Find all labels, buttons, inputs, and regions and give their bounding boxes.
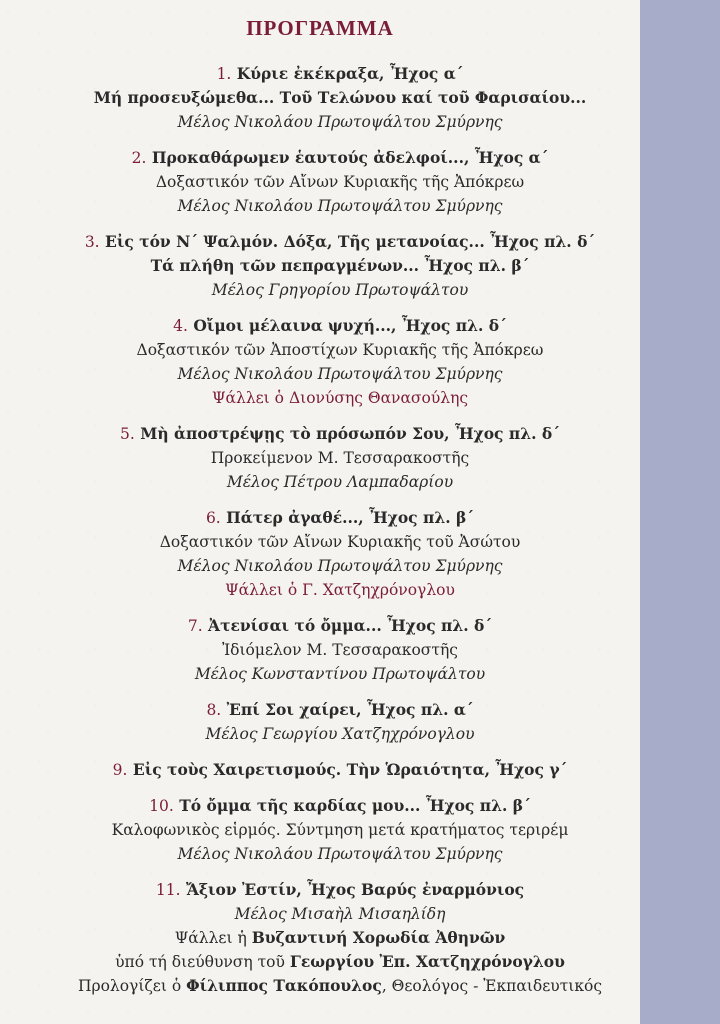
program-item-title: Ἄξιον Ἐστίν, Ἦχος Βαρύς ἐναρμόνιος <box>185 880 525 899</box>
footer-line-1-prefix: Ψάλλει ἡ <box>174 929 252 947</box>
composer-credit: Μέλος Γεωργίου Χατζηχρόνογλου <box>205 725 475 743</box>
program-item-number: 11. <box>155 881 181 899</box>
program-item-number: 7. <box>187 617 203 635</box>
program-item-title: Ἀτενίσαι τό ὄμμα... Ἦχος πλ. δ΄ <box>208 616 493 635</box>
program-item-title: Εἰς τόν Ν΄ Ψαλμόν. Δόξα, Τῆς μετανοίας... Ἦχος πλ. δ΄ <box>105 232 596 251</box>
composer-credit: Μέλος Γρηγορίου Πρωτοψάλτου <box>211 281 469 299</box>
program-item-heading <box>0 314 680 338</box>
program-item-title: Εἰς τοὺς Χαιρετισμούς. Τὴν Ὡραιότητα, Ἦχος γ΄ <box>132 760 568 779</box>
footer-line-3-prefix: Προλογίζει ὁ <box>77 977 187 995</box>
program-item-description: Δοξαστικόν τῶν Αἴνων Κυριακῆς τοῦ Ἀσώτου <box>159 533 521 551</box>
composer-credit: Μέλος Νικολάου Πρωτοψάλτου Σμύρνης <box>177 845 503 863</box>
program-item-heading <box>0 146 680 170</box>
program-item <box>0 146 680 218</box>
program-item-title: Κύριε ἐκέκραξα, Ἦχος α΄ <box>236 64 464 83</box>
program-item-number: 6. <box>205 509 221 527</box>
speaker-name: Φίλιππος Τακόπουλος <box>186 976 382 995</box>
program-item-number: 5. <box>120 425 135 443</box>
program-item-heading <box>0 794 680 818</box>
program-item-number: 10. <box>149 797 174 815</box>
program-item-number: 4. <box>173 317 188 335</box>
program-item-heading <box>0 878 680 902</box>
program-item <box>0 230 680 302</box>
composer-credit: Μέλος Νικολάου Πρωτοψάλτου Σμύρνης <box>177 113 503 131</box>
soloist-credit: Ψάλλει ὁ Διονύσης Θανασούλης <box>211 389 469 407</box>
footer-line-1 <box>0 926 680 950</box>
program-item-description: Ἰδιόμελον Μ. Τεσσαρακοστῆς <box>222 641 458 659</box>
composer-credit: Μέλος Νικολάου Πρωτοψάλτου Σμύρνης <box>177 557 503 575</box>
program-item <box>0 62 680 134</box>
program-item-number: 2. <box>131 149 147 167</box>
program-item-heading <box>0 758 680 782</box>
program-item <box>0 794 680 866</box>
footer-line-2 <box>0 950 680 974</box>
program-item-heading <box>0 230 680 254</box>
soloist-credit: Ψάλλει ὁ Γ. Χατζηχρόνογλου <box>225 581 455 599</box>
program-item-description: Δοξαστικόν τῶν Ἀποστίχων Κυριακῆς τῆς Ἀπόκρεω <box>136 341 544 359</box>
program-item <box>0 314 680 410</box>
choir-name: Βυζαντινή Χορωδία Ἀθηνῶν <box>251 928 506 947</box>
program-item-title: Πάτερ ἀγαθέ..., Ἦχος πλ. β΄ <box>226 508 475 527</box>
composer-credit: Μέλος Νικολάου Πρωτοψάλτου Σμύρνης <box>177 365 503 383</box>
program-footer <box>0 926 680 998</box>
program-item-number: 1. <box>216 65 232 83</box>
program-item <box>0 614 680 686</box>
program-item-description: Καλοφωνικὸς εἱρμός. Σύντμηση μετά κρατήματος τεριρέμ <box>111 821 569 839</box>
program-item <box>0 758 680 782</box>
program-item <box>0 698 680 746</box>
program-item-subtitle: Μή προσευξώμεθα... Τοῦ Τελώνου καί τοῦ Φαρισαίου... <box>93 88 587 107</box>
composer-credit: Μέλος Νικολάου Πρωτοψάλτου Σμύρνης <box>177 197 503 215</box>
footer-line-3-suffix: , Θεολόγος - Ἐκπαιδευτικός <box>381 977 603 995</box>
program-item-heading <box>0 62 680 86</box>
program-item-number: 9. <box>112 761 128 779</box>
program-item-heading <box>0 506 680 530</box>
conductor-name: Γεωργίου Ἐπ. Χατζηχρόνογλου <box>289 952 565 971</box>
program-item <box>0 422 680 494</box>
program-item-number: 8. <box>206 701 222 719</box>
program-item-description: Προκείμενον Μ. Τεσσαρακοστῆς <box>210 449 470 467</box>
program-item-title: Οἴμοι μέλαινα ψυχή..., Ἦχος πλ. δ΄ <box>193 316 507 335</box>
page-title: ΠΡΟΓΡΑΜΜΑ <box>246 16 394 40</box>
program-item-heading <box>0 422 680 446</box>
program-item-heading <box>0 698 680 722</box>
footer-line-2-prefix: ὑπό τή διεύθυνση τοῦ <box>115 953 290 971</box>
program-item <box>0 878 680 926</box>
program-item-title: Ἐπί Σοι χαίρει, Ἦχος πλ. α΄ <box>226 700 474 719</box>
program-item-number: 3. <box>84 233 100 251</box>
program-item-title: Τό ὄμμα τῆς καρδίας μου... Ἦχος πλ. β΄ <box>179 796 531 815</box>
composer-credit: Μέλος Μισαὴλ Μισαηλίδη <box>234 905 446 923</box>
program-item-heading <box>0 614 680 638</box>
composer-credit: Μέλος Πέτρου Λαμπαδαρίου <box>226 473 454 491</box>
footer-line-3 <box>0 974 680 998</box>
program-list <box>0 62 680 938</box>
program-item-title: Μὴ ἀποστρέψῃς τὸ πρόσωπόν Σου, Ἦχος πλ. δ΄ <box>140 424 560 443</box>
program-item-subtitle: Τά πλήθη τῶν πεπραγμένων... Ἦχος πλ. β΄ <box>150 256 530 275</box>
program-item-title: Προκαθάρωμεν ἑαυτούς ἀδελφοί..., Ἦχος α΄ <box>151 148 549 167</box>
program-item-description: Δοξαστικόν τῶν Αἴνων Κυριακῆς τῆς Ἀπόκρεω <box>155 173 525 191</box>
program-item <box>0 506 680 602</box>
composer-credit: Μέλος Κωνσταντίνου Πρωτοψάλτου <box>194 665 486 683</box>
